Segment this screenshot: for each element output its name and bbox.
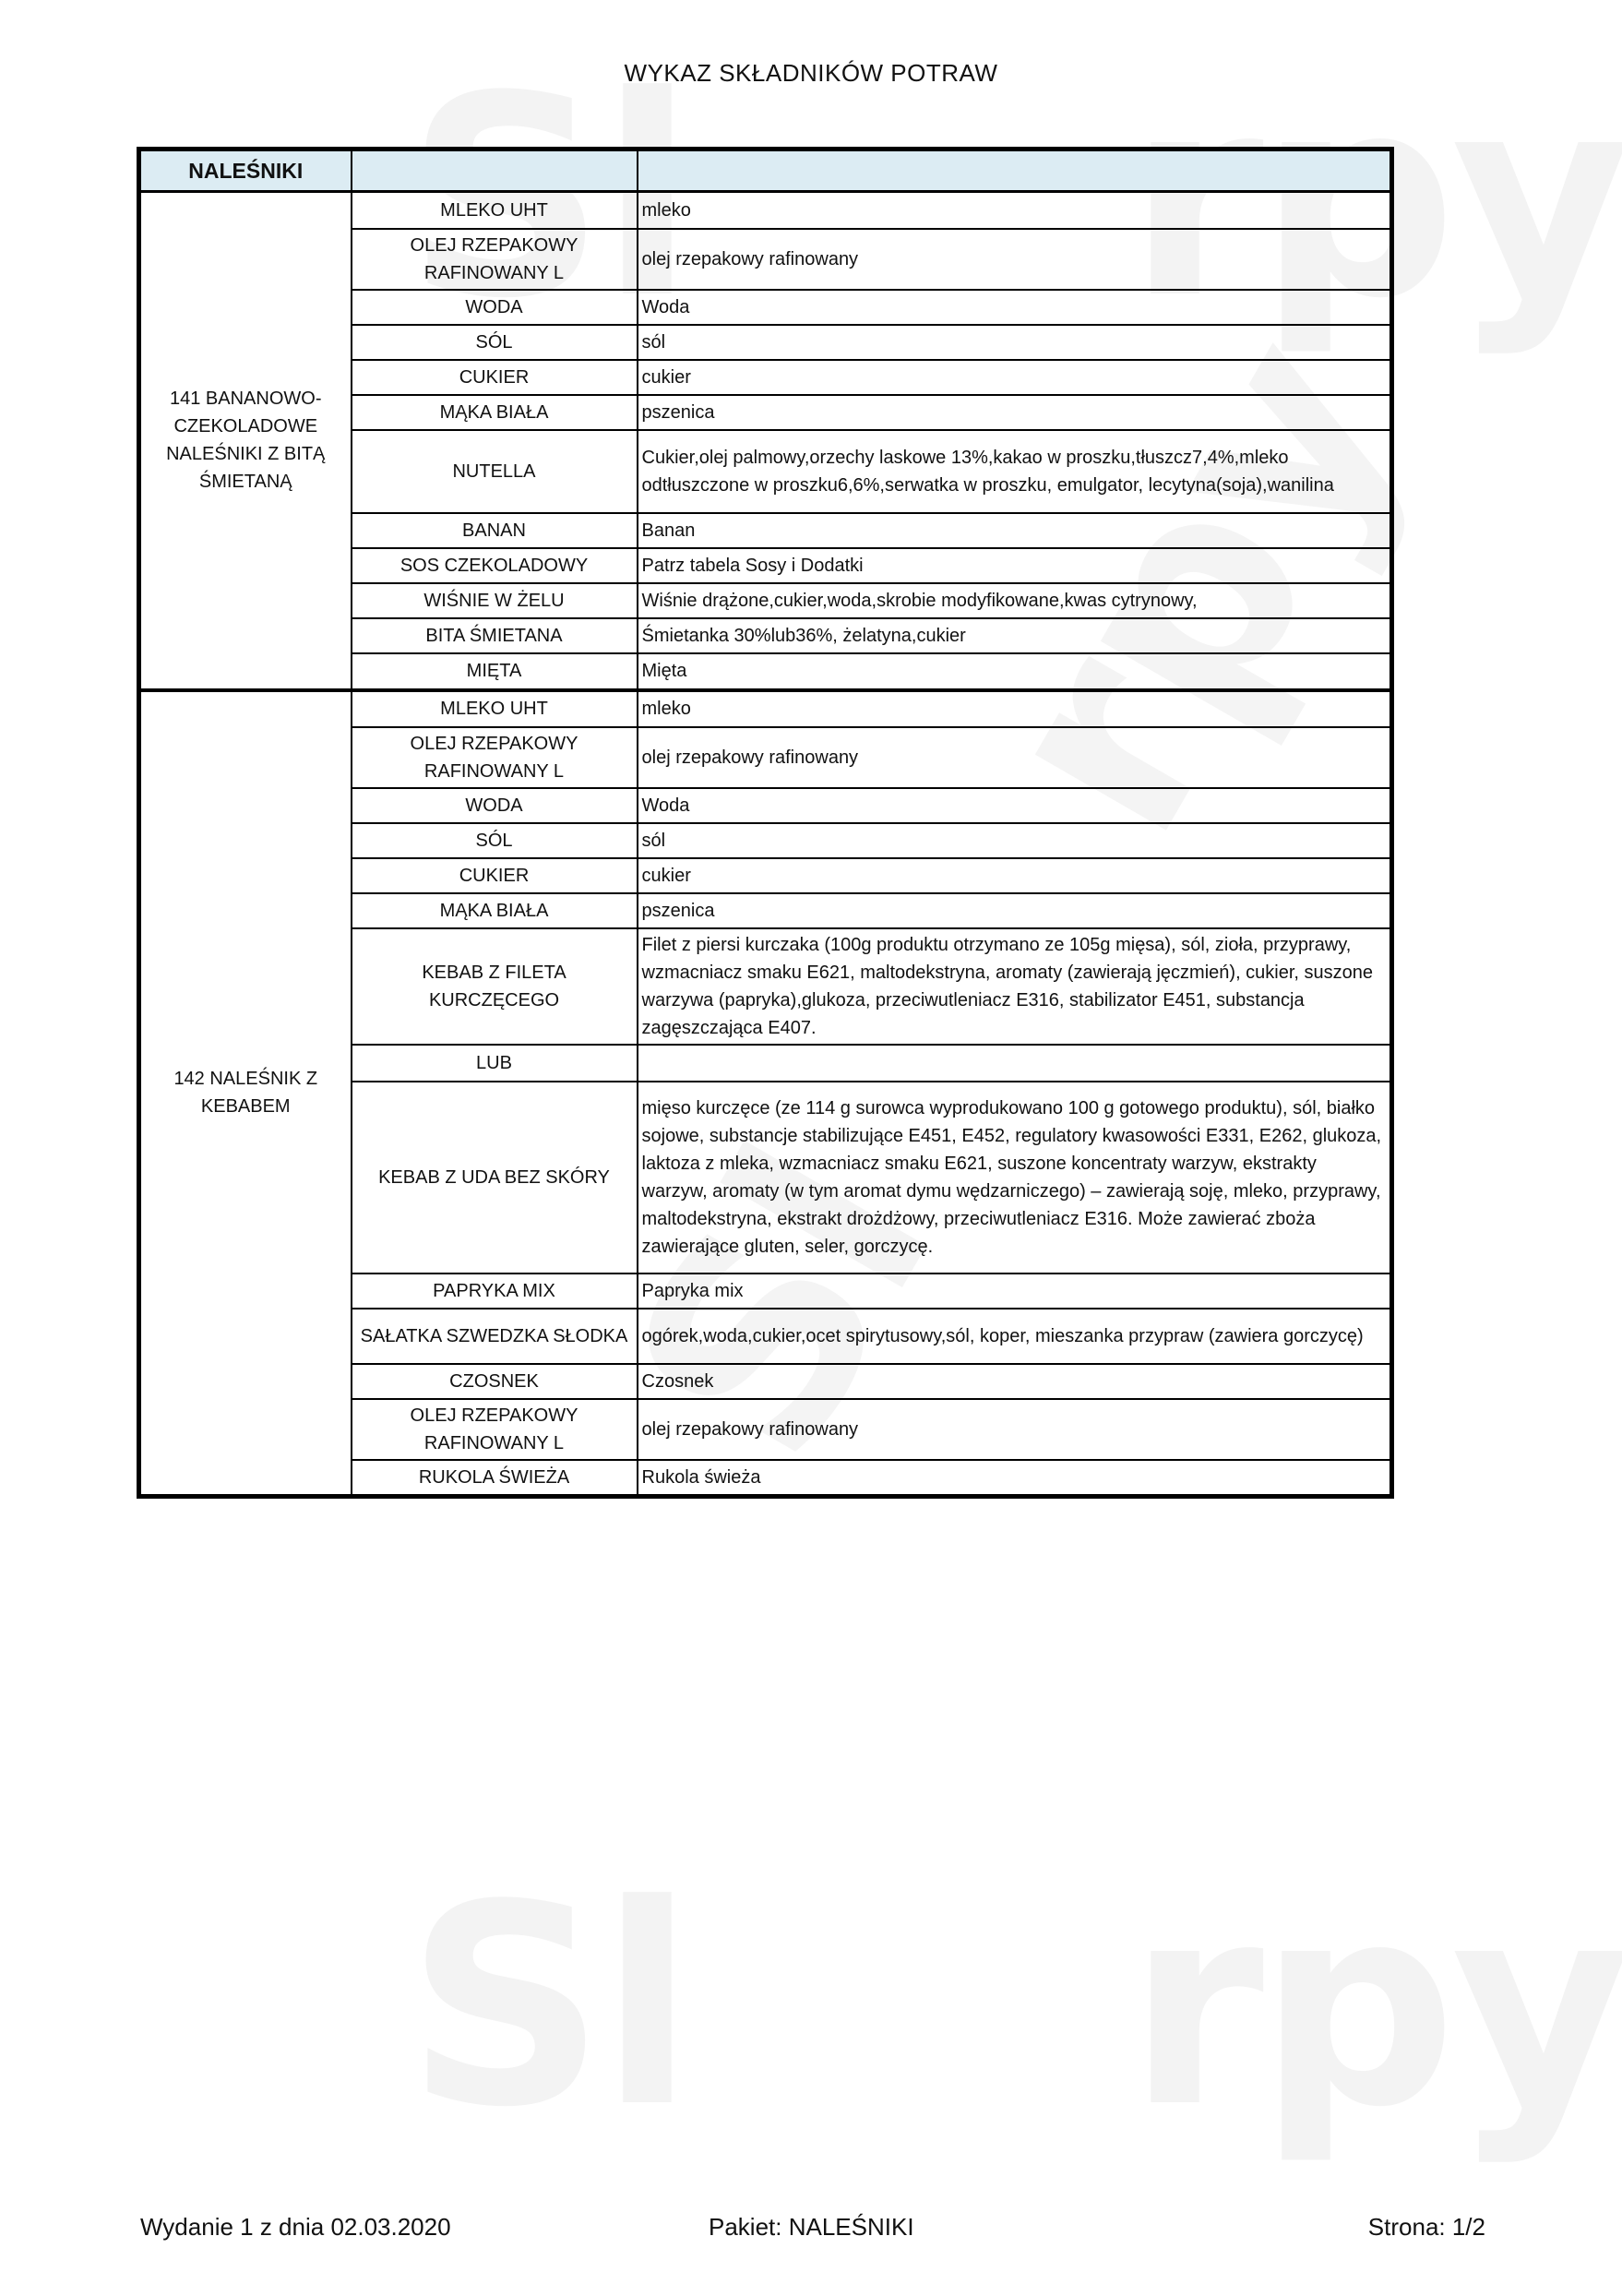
ingredient-composition: pszenica — [638, 893, 1392, 928]
ingredient-name: OLEJ RZEPAKOWY RAFINOWANY L — [352, 229, 638, 290]
ingredient-composition: pszenica — [638, 395, 1392, 430]
ingredient-name: MLEKO UHT — [352, 690, 638, 727]
footer-edition: Wydanie 1 z dnia 02.03.2020 — [140, 2213, 451, 2241]
footer-package: Pakiet: NALEŚNIKI — [709, 2213, 914, 2241]
footer-page-number: Strona: 1/2 — [1367, 2213, 1485, 2241]
ingredient-composition: Filet z piersi kurczaka (100g produktu otrzymano ze 105g mięsa), sól, zioła, przyprawy, wzmacniacz smaku E621, maltodekstryna, aromaty (zawierają jęczmień), cukier, suszone warzywa (papryka),glukoza, przeciwutleniacz E316, stabilizator E451, substancja zagęszczająca E407. — [638, 928, 1392, 1045]
ingredient-name: CUKIER — [352, 858, 638, 893]
ingredients-table — [137, 147, 1394, 1499]
ingredient-name: MĄKA BIAŁA — [352, 395, 638, 430]
ingredient-composition: mięso kurczęce (ze 114 g surowca wyprodukowano 100 g gotowego produktu), sól, białko sojowe, substancje stabilizujące E451, E452, regulatory kwasowości E331, E262, glukoza, laktoza z mleka, wzmacniacz smaku E621, suszone koncentraty warzyw, ekstrakty warzyw, aromaty (w tym aromat dymu wędzarniczego) – zawierają soję, mleko, przyprawy, maltodekstryna, ekstrakt drożdżowy, przeciwutleniacz E316. Może zawierać zboża zawierające gluten, seler, gorczycę. — [638, 1082, 1392, 1274]
ingredient-composition: Śmietanka 30%lub36%, żelatyna,cukier — [638, 618, 1392, 653]
ingredient-composition: Cukier,olej palmowy,orzechy laskowe 13%,kakao w proszku,tłuszcz7,4%,mleko odtłuszczone w proszku6,6%,serwatka w proszku, emulgator, lecytyna(soja),wanilina — [638, 430, 1392, 513]
ingredient-name: PAPRYKA MIX — [352, 1274, 638, 1309]
ingredient-composition: Patrz tabela Sosy i Dodatki — [638, 548, 1392, 583]
ingredient-name: MĄKA BIAŁA — [352, 893, 638, 928]
document-title: WYKAZ SKŁADNIKÓW POTRAW — [624, 59, 998, 87]
ingredient-name: SOS CZEKOLADOWY — [352, 548, 638, 583]
ingredient-name: CZOSNEK — [352, 1364, 638, 1399]
ingredient-composition: Wiśnie drążone,cukier,woda,skrobie modyfikowane,kwas cytrynowy, — [638, 583, 1392, 618]
table-row — [139, 192, 1392, 229]
ingredient-composition: sól — [638, 823, 1392, 858]
ingredient-composition: Woda — [638, 290, 1392, 325]
ingredient-name: RUKOLA ŚWIEŻA — [352, 1460, 638, 1497]
ingredient-name: NUTELLA — [352, 430, 638, 513]
ingredient-composition: olej rzepakowy rafinowany — [638, 229, 1392, 290]
ingredient-name: WODA — [352, 788, 638, 823]
ingredient-name: OLEJ RZEPAKOWY RAFINOWANY L — [352, 1399, 638, 1460]
ingredient-composition: Banan — [638, 513, 1392, 548]
ingredient-composition: Czosnek — [638, 1364, 1392, 1399]
ingredient-composition: cukier — [638, 360, 1392, 395]
ingredient-name: MLEKO UHT — [352, 192, 638, 229]
ingredient-name: SÓL — [352, 325, 638, 360]
ingredient-name: SAŁATKA SZWEDZKA SŁODKA — [352, 1309, 638, 1364]
ingredient-name: WIŚNIE W ŻELU — [352, 583, 638, 618]
dish-name-cell: 141 BANANOWO-CZEKOLADOWE NALEŚNIKI Z BITĄ ŚMIETANĄ — [139, 192, 352, 690]
ingredient-composition: olej rzepakowy rafinowany — [638, 727, 1392, 788]
header-empty-cell — [352, 149, 638, 192]
ingredient-name: MIĘTA — [352, 653, 638, 690]
ingredient-composition: mleko — [638, 192, 1392, 229]
watermark-logo-bottom — [406, 1846, 1622, 2168]
ingredient-composition: mleko — [638, 690, 1392, 727]
table-row — [139, 690, 1392, 727]
ingredient-composition: Woda — [638, 788, 1392, 823]
ingredient-name: WODA — [352, 290, 638, 325]
table-header-row — [139, 149, 1392, 192]
section-header-cell: NALEŚNIKI — [139, 149, 352, 192]
dish-name-cell: 142 NALEŚNIK Z KEBABEM — [139, 690, 352, 1497]
ingredient-name: SÓL — [352, 823, 638, 858]
ingredient-name: KEBAB Z FILETA KURCZĘCEGO — [352, 928, 638, 1045]
ingredient-name: BITA ŚMIETANA — [352, 618, 638, 653]
ingredient-name: KEBAB Z UDA BEZ SKÓRY — [352, 1082, 638, 1274]
ingredient-composition: sól — [638, 325, 1392, 360]
ingredient-composition: cukier — [638, 858, 1392, 893]
ingredient-name: LUB — [352, 1045, 638, 1082]
ingredient-composition: Papryka mix — [638, 1274, 1392, 1309]
ingredient-composition: Rukola świeża — [638, 1460, 1392, 1497]
ingredient-composition — [638, 1045, 1392, 1082]
ingredient-composition: olej rzepakowy rafinowany — [638, 1399, 1392, 1460]
ingredient-composition: Mięta — [638, 653, 1392, 690]
ingredient-name: CUKIER — [352, 360, 638, 395]
ingredient-name: OLEJ RZEPAKOWY RAFINOWANY L — [352, 727, 638, 788]
ingredient-composition: ogórek,woda,cukier,ocet spirytusowy,sól, koper, mieszanka przypraw (zawiera gorczycę) — [638, 1309, 1392, 1364]
ingredient-name: BANAN — [352, 513, 638, 548]
header-empty-cell — [638, 149, 1392, 192]
